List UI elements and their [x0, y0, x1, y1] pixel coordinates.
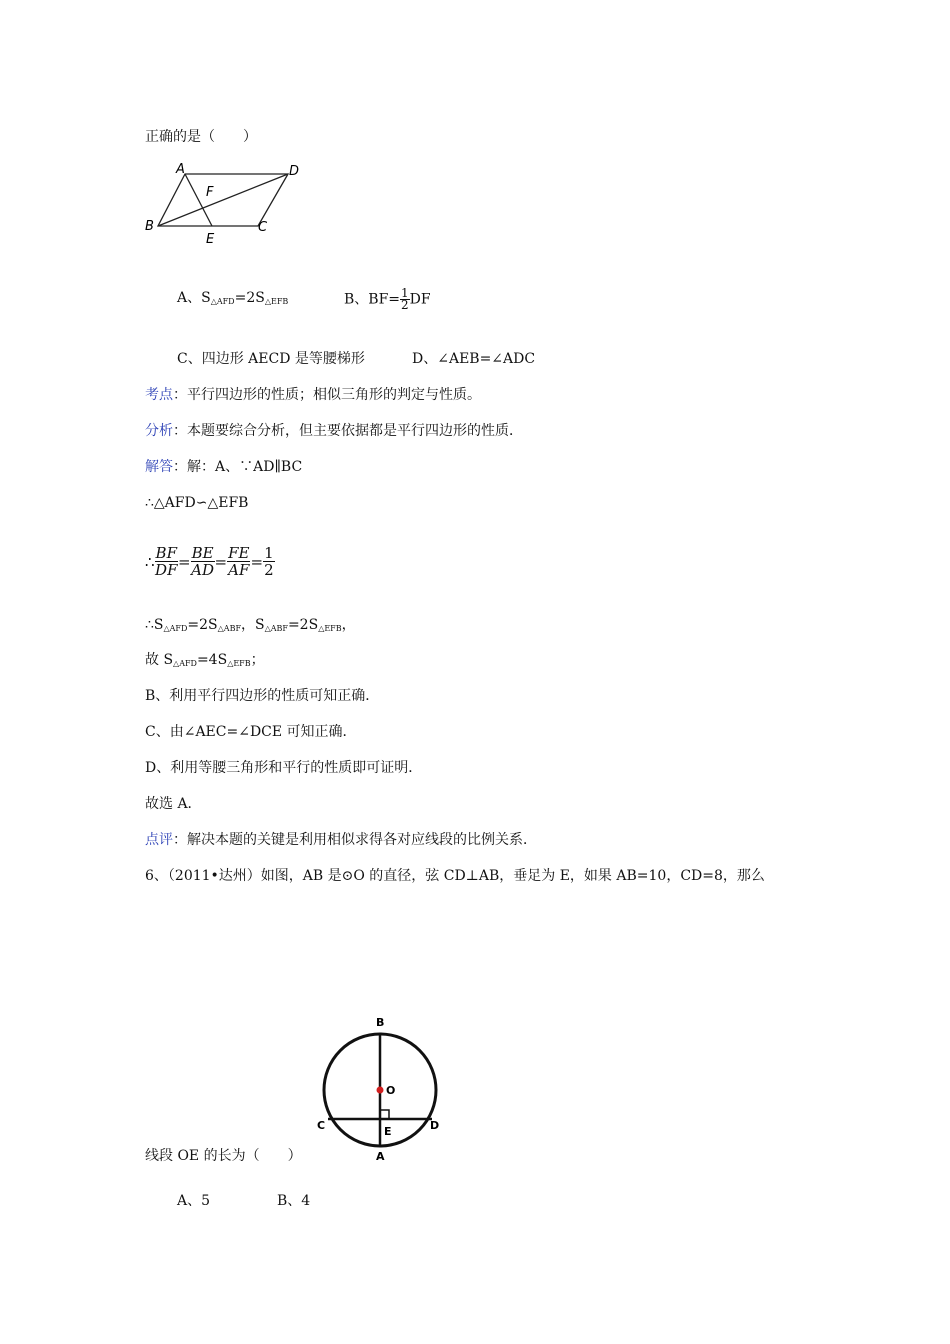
- label-b2: B: [376, 1016, 385, 1029]
- area-line-2: 故 $S_{\triangle AFD}=4S_{\triangle EFB}$；: [145, 652, 265, 668]
- label-a2: A: [376, 1150, 385, 1163]
- fenxi-label: 分析: [145, 423, 173, 439]
- right-angle-mark: [380, 1110, 389, 1119]
- answer-line: 故选 A．: [145, 796, 202, 812]
- jieda-line: 解答：解：A、∵AD∥BC: [145, 459, 303, 475]
- kaodian-line: 考点：平行四边形的性质；相似三角形的判定与性质。: [145, 387, 481, 403]
- q6-option-b: B、4: [277, 1193, 311, 1209]
- label-o: O: [386, 1084, 396, 1097]
- line-c: C、由∠AEC=∠DCE 可知正确．: [145, 724, 357, 740]
- label-e2: E: [384, 1125, 392, 1138]
- fenxi-line: 分析：本题要综合分析，但主要依据都是平行四边形的性质．: [145, 423, 523, 439]
- label-d2: D: [430, 1119, 440, 1132]
- label-c2: C: [317, 1119, 326, 1132]
- label-c: C: [258, 220, 268, 235]
- center-dot: [377, 1087, 384, 1094]
- area-line-1: $\therefore S_{\triangle AFD}=2S_{\triangle ABF}$，$S_{\triangle ABF}=2S_{\triangle EFB}$，: [145, 617, 356, 633]
- line-d: D、利用等腰三角形和平行的性质即可证明．: [145, 760, 423, 776]
- segment-ae: [185, 174, 212, 226]
- option-c: C、四边形 AECD 是等腰梯形: [177, 351, 365, 367]
- similarity-line: ∴△AFD∽△EFB: [145, 495, 249, 511]
- question-intro: 正确的是（ ）: [145, 129, 257, 145]
- fraction-half: $\frac{1}{2}$: [401, 286, 409, 312]
- label-e: E: [206, 232, 215, 247]
- kaodian-label: 考点: [145, 387, 173, 403]
- dianping-line: 点评：解决本题的关键是利用相似求得各对应线段的比例关系．: [145, 832, 537, 848]
- question-6-tail: 线段 OE 的长为（ ）: [145, 1148, 302, 1164]
- line-b: B、利用平行四边形的性质可知正确．: [145, 688, 380, 704]
- label-f: F: [206, 185, 214, 200]
- label-d: D: [289, 164, 300, 179]
- q6-option-a: A、5: [177, 1193, 211, 1209]
- dianping-label: 点评: [145, 832, 173, 848]
- label-b: B: [145, 219, 154, 234]
- option-b: B、BF= $\frac{1}{2}$ DF: [344, 286, 431, 312]
- ratio-equation: ∴ $\frac{BF}{DF}$ = $\frac{BE}{AD}$ = $\frac{FE}{AF}$ = $\frac{1}{2}$: [145, 544, 274, 579]
- option-d: D、∠AEB=∠ADC: [412, 351, 536, 367]
- diagonal-bd: [158, 174, 288, 226]
- jieda-label: 解答: [145, 459, 173, 475]
- question-6: 6、（2011•达州）如图，AB 是⊙O 的直径，弦 CD⊥AB，垂足为 E，如果 AB=10，CD=8，那么: [145, 868, 765, 884]
- circle-figure: [312, 1012, 452, 1167]
- option-a: A、$S_{\triangle AFD}=2S_{\triangle EFB}$: [177, 290, 289, 306]
- label-a: A: [176, 162, 185, 177]
- parallelogram-figure: [140, 155, 310, 250]
